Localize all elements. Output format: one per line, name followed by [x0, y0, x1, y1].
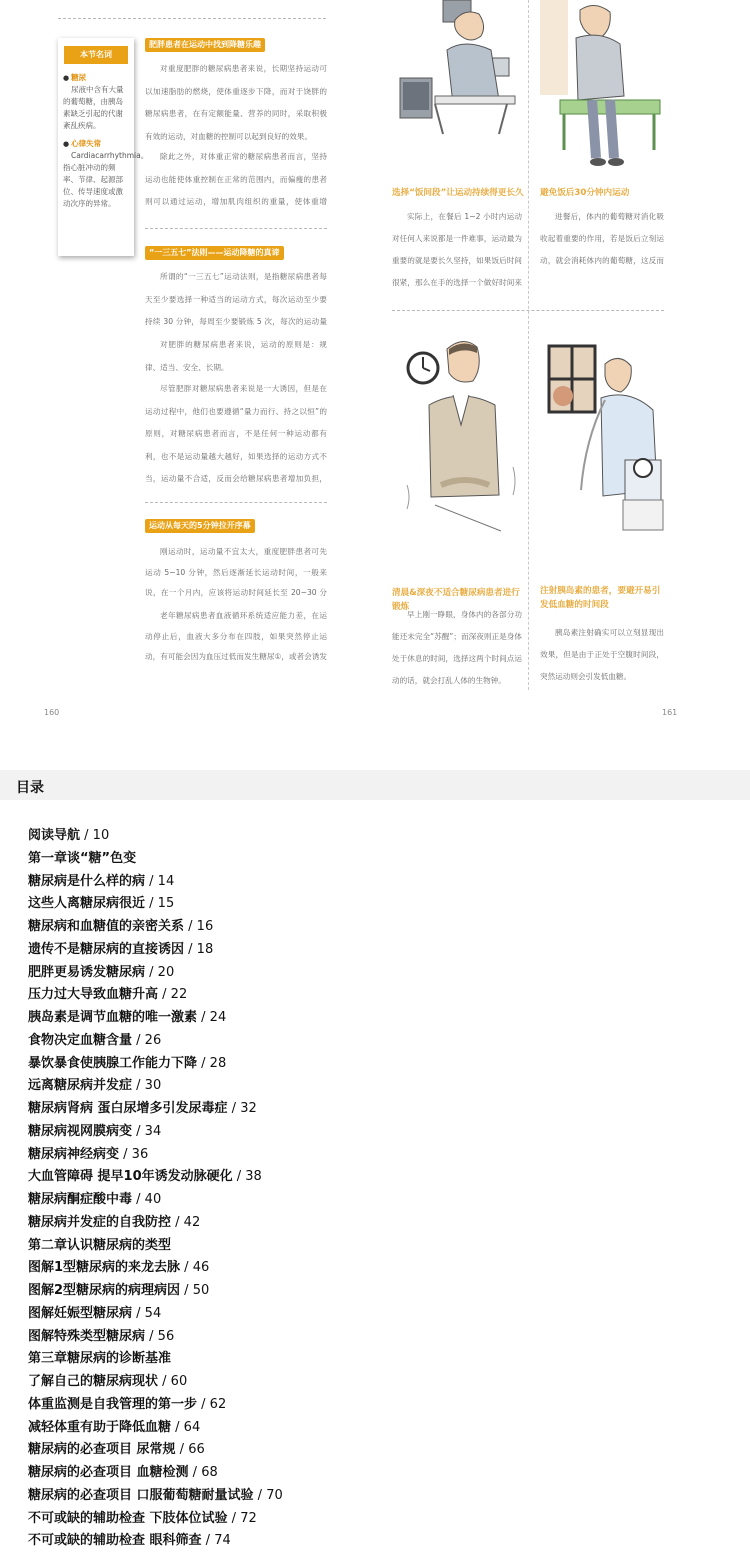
toc-item-title: 第三章糖尿病的诊断基准: [28, 1351, 172, 1367]
toc-item-title: 不可或缺的辅助检查 眼科筛查: [28, 1533, 202, 1549]
toc-item: 糖尿病神经病变 / 36: [28, 1146, 149, 1162]
section-paragraph: 刚运动时，运动量不宜太大，重度肥胖患者可先运动 5~10 分钟，然后逐渐延长运动时间，一般来说，在一个月内，应该将运动时间延长至 20~30 分: [145, 547, 327, 597]
panel-text: 早上刚一睁眼，身体内的各部分功能还未完全“苏醒”；而深夜则正是身体处于休息的时间，选择这两个时间点运动的话，就会打乱人体的生物钟。: [392, 610, 522, 685]
toc-item: [28, 848, 283, 871]
section-badge: 运动从每天的5分钟拉开序幕: [145, 519, 255, 533]
clock-man-illustration: [405, 335, 523, 545]
glossary-box: [58, 38, 149, 256]
toc-item: 图解特殊类型糖尿病 / 56: [28, 1328, 175, 1344]
page-number: 161: [662, 708, 678, 717]
toc-item: 不可或缺的辅助检查 下肢体位试验 / 72: [28, 1510, 257, 1526]
toc-item: [28, 1235, 283, 1258]
toc-item: 阅读导航 / 10: [28, 828, 110, 843]
glossary-entry: [58, 136, 149, 214]
toc-item: 远离糖尿病并发症 / 30: [28, 1078, 162, 1094]
toc-item-title: 图解妊娠型糖尿病: [28, 1305, 133, 1321]
section-paragraph: 所谓的“一三五七”运动法则，是指糖尿病患者每天至少要选择一种适当的运动方式，每次运动至少要持续 30 分钟，每周至少要锻炼 5 次，每次的运动量: [145, 272, 327, 326]
toc-item-page: 18: [196, 941, 214, 957]
toc-item-page: 62: [209, 1396, 227, 1412]
night-window-illustration: [545, 340, 665, 540]
toc-item: 压力过大导致血糖升高 / 22: [28, 987, 188, 1003]
toc-item-page: 60: [170, 1374, 188, 1389]
divider: [145, 502, 327, 503]
toc-item-page: 28: [209, 1055, 227, 1071]
toc-item-title: 糖尿病的必查项目 尿常规: [28, 1442, 176, 1458]
divider: [145, 228, 327, 229]
panel-text: 胰岛素注射确实可以立刻显现出效果，但是由于正处于空腹时间段，突然运动则会引发低血糖。: [540, 628, 664, 681]
toc-list: [28, 825, 283, 1553]
toc-item-page: 38: [245, 1169, 262, 1185]
toc-item-title: 阅读导航: [28, 828, 81, 843]
toc-item-page: 50: [192, 1283, 210, 1298]
toc-item-title: 糖尿病并发症的自我防控: [28, 1214, 172, 1230]
toc-item: 图解2型糖尿病的病理病因 / 50: [28, 1283, 210, 1298]
section-badge: 肥胖患者在运动中找到降糖乐趣: [145, 38, 265, 52]
toc-item-page: 24: [209, 1010, 227, 1025]
toc-item: 图解1型糖尿病的来龙去脉 / 46: [28, 1260, 210, 1276]
toc-item-page: 40: [144, 1192, 162, 1207]
panel-divider: [528, 0, 529, 690]
toc-item: 糖尿病和血糖值的亲密关系 / 16: [28, 919, 214, 934]
toc-item-title: 图解1型糖尿病的来龙去脉: [28, 1260, 181, 1276]
toc-item-title: 图解特殊类型糖尿病: [28, 1328, 146, 1344]
section-badge: “一三五七”法则——运动降糖的真谛: [145, 246, 284, 260]
glossary-term: ● 心律失常: [63, 138, 129, 150]
panel-text: 实际上，在餐后 1~2 小时内运动对任何人来说都是一件难事，运动最为重要的就是要长久坚持，如果饭后时间很紧，那么在手的选择一个做好时间来: [392, 212, 522, 287]
toc-item: 糖尿病视网膜病变 / 34: [28, 1123, 162, 1139]
toc-item-title: 远离糖尿病并发症: [28, 1078, 133, 1094]
toc-item-page: 56: [157, 1328, 175, 1344]
toc-item: 糖尿病的必查项目 血糖检测 / 68: [28, 1465, 218, 1480]
section-paragraph: 除此之外，对体重正常的糖尿病患者而言，坚持运动也能使体重控制在正常的范围内，而偏瘦的患者则可以通过运动，增加肌肉组织的重量，使体重增: [145, 152, 327, 206]
toc-item-title: 糖尿病酮症酸中毒: [28, 1192, 133, 1207]
toc-item: 减轻体重有助于降低血糖 / 64: [28, 1419, 201, 1435]
toc-item-page: 10: [92, 828, 110, 843]
glossary-title: 本节名词: [64, 46, 128, 64]
toc-item-page: 22: [170, 987, 188, 1003]
toc-item: 肥胖更易诱发糖尿病 / 20: [28, 964, 175, 980]
toc-item-page: 30: [144, 1078, 162, 1094]
toc-item-title: 糖尿病视网膜病变: [28, 1123, 133, 1139]
toc-item-page: 15: [157, 896, 175, 912]
toc-item-title: 了解自己的糖尿病现状: [28, 1374, 159, 1389]
toc-item-page: 70: [266, 1487, 283, 1503]
toc-header-title: 目录: [16, 780, 44, 796]
panel-title: 避免饭后30分钟内运动: [540, 188, 630, 198]
toc-item: 大血管障碍 提早10年诱发动脉硬化 / 38: [28, 1169, 262, 1185]
toc-item-title: 糖尿病的必查项目 口服葡萄糖耐量试验: [28, 1487, 254, 1503]
toc-item-title: 糖尿病是什么样的病: [28, 873, 146, 889]
glossary-definition: 尿液中含有大量的葡萄糖，由胰岛素缺乏引起的代谢紊乱疾病。: [63, 85, 124, 130]
toc-item-title: 减轻体重有助于降低血糖: [28, 1419, 172, 1435]
toc-item-title: 体重监测是自我管理的第一步: [28, 1396, 198, 1412]
toc-item-title: 糖尿病的必查项目 血糖检测: [28, 1465, 189, 1480]
toc-item: 这些人离糖尿病很近 / 15: [28, 896, 175, 912]
toc-item: 糖尿病并发症的自我防控 / 42: [28, 1214, 201, 1230]
toc-item-page: 14: [157, 873, 175, 889]
toc-item: 遗传不是糖尿病的直接诱因 / 18: [28, 941, 214, 957]
toc-header: [0, 770, 750, 800]
toc-item: 食物决定血糖含量 / 26: [28, 1032, 162, 1048]
toc-item-title: 不可或缺的辅助检查 下肢体位试验: [28, 1510, 228, 1526]
section-paragraph: 尽管肥胖对糖尿病患者来说是一大诱因，但是在运动过程中，他们也要遵循“量力而行、持之以恒”的原则，对糖尿病患者而言，不是任何一种运动都有利，也不是运动量越大越好，如果选择的运动方式不当，运动量不合适，反而会给糖尿病患者增加负担，: [145, 384, 327, 483]
divider: [58, 18, 326, 19]
toc-item-page: 72: [240, 1510, 257, 1526]
toc-item-page: 34: [144, 1123, 162, 1139]
toc-item: 体重监测是自我管理的第一步 / 62: [28, 1396, 227, 1412]
toc-item-page: 36: [131, 1146, 149, 1162]
toc-item-title: 糖尿病肾病 蛋白尿增多引发尿毒症: [28, 1101, 228, 1116]
toc-item-title: 压力过大导致血糖升高: [28, 987, 159, 1003]
panel-title: 清晨&深夜不适合糖尿病患者进行锻炼: [392, 588, 520, 612]
toc-item-page: 32: [240, 1101, 257, 1116]
toc-item-page: 68: [201, 1465, 218, 1480]
panel-title: 选择“饭间段”让运动持续得更长久: [392, 188, 524, 198]
toc-item-page: 20: [157, 964, 175, 980]
toc-item-title: 第二章认识糖尿病的类型: [28, 1237, 172, 1253]
toc-item-page: 54: [144, 1305, 162, 1321]
section-paragraph: 对肥胖的糖尿病患者来说，运动的原则是：规律、适当、安全、长期。: [145, 340, 327, 372]
toc-item: 糖尿病的必查项目 口服葡萄糖耐量试验 / 70: [28, 1487, 283, 1503]
page-number: 160: [44, 708, 60, 717]
toc-item-page: 64: [183, 1419, 201, 1435]
toc-item-title: 暴饮暴食使胰腺工作能力下降: [28, 1055, 198, 1071]
toc-item-page: 26: [144, 1032, 162, 1048]
toc-item-title: 大血管障碍 提早10年诱发动脉硬化: [28, 1169, 233, 1185]
toc-item: 了解自己的糖尿病现状 / 60: [28, 1374, 188, 1389]
toc-item-page: 74: [214, 1533, 231, 1549]
book-spread: [0, 0, 750, 732]
toc-item: 暴饮暴食使胰腺工作能力下降 / 28: [28, 1055, 227, 1071]
toc-item-title: 遗传不是糖尿病的直接诱因: [28, 941, 185, 957]
toc-item-page: 46: [192, 1260, 210, 1276]
toc-item-title: 这些人离糖尿病很近: [28, 896, 146, 912]
toc-item-title: 图解2型糖尿病的病理病因: [28, 1283, 181, 1298]
toc-item-page: 16: [196, 919, 214, 934]
section-paragraph: 老年糖尿病患者血液循环系统适应能力差，在运动停止后，血液大多分布在四肢，如果突然停止运动，有可能会因为血压过低而发生糖尿①，或者会诱发: [145, 611, 327, 661]
glossary-definition: Cardiacarrhythmia。指心脏冲动的频率、节律、起源部位、传导速度或激动次序的异常。: [63, 151, 149, 208]
seated-woman-illustration: [540, 0, 665, 175]
glossary-entry: [58, 70, 134, 136]
panel-divider: [392, 310, 664, 311]
toc-item: 胰岛素是调节血糖的唯一激素 / 24: [28, 1010, 227, 1025]
toc-item-title: 胰岛素是调节血糖的唯一激素: [28, 1010, 198, 1025]
toc-item: 不可或缺的辅助检查 眼科筛查 / 74: [28, 1533, 231, 1549]
panel-title: 注射胰岛素的患者，要避开易引发低血糖的时间段: [540, 586, 661, 610]
toc-item-title: 第一章谈“糖”色变: [28, 850, 137, 866]
toc-item: 图解妊娠型糖尿病 / 54: [28, 1305, 162, 1321]
section-paragraph: 对重度肥胖的糖尿病患者来说，长期坚持运动可以加速脂肪的燃烧，使体重逐步下降，而对于饶胖的糖尿病患者，在有定额能量、营养的同时，采取积极有效的运动，对血糖的控制可以起到良好的效果。: [145, 64, 327, 141]
toc-item: 糖尿病的必查项目 尿常规 / 66: [28, 1442, 205, 1458]
panel-text: 进餐后，体内的葡萄糖对消化吸收起着重要的作用，若是饭后立刻运动，就会消耗体内的葡萄糖，这反而: [540, 212, 664, 265]
glossary-term: ● 糖尿: [63, 72, 129, 84]
toc-item-title: 食物决定血糖含量: [28, 1032, 133, 1048]
toc-item: [28, 1348, 283, 1371]
toc-item: 糖尿病肾病 蛋白尿增多引发尿毒症 / 32: [28, 1101, 257, 1116]
toc-item-page: 42: [183, 1214, 201, 1230]
toc-item: 糖尿病是什么样的病 / 14: [28, 873, 175, 889]
toc-item-title: 糖尿病和血糖值的亲密关系: [28, 919, 185, 934]
computer-worker-illustration: [395, 0, 523, 140]
toc-item-title: 肥胖更易诱发糖尿病: [28, 964, 146, 980]
toc-item: 糖尿病酮症酸中毒 / 40: [28, 1192, 162, 1207]
toc-item-page: 66: [188, 1442, 205, 1458]
toc-item-title: 糖尿病神经病变: [28, 1146, 120, 1162]
